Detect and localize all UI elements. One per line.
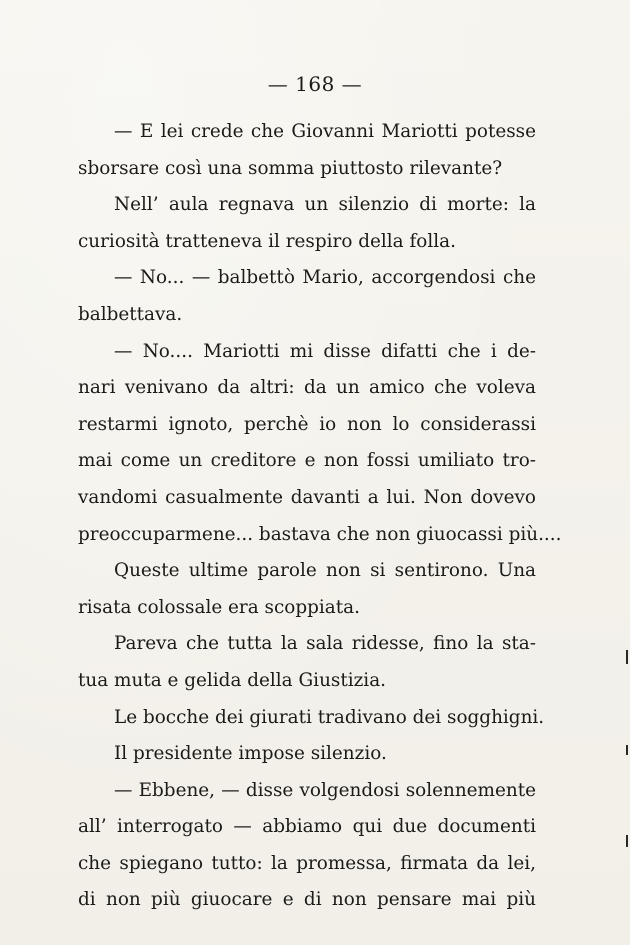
text-line: Il presidente impose silenzio. xyxy=(114,743,387,765)
scan-edge-mark xyxy=(626,835,628,847)
text-line: che spiegano tutto: la promessa, firmata da lei, xyxy=(78,852,536,874)
text-line: mai come un creditore e non fossi umiliato tro- xyxy=(78,450,536,472)
text-line: — E lei crede che Giovanni Mariotti potesse xyxy=(114,121,536,142)
scan-edge-mark xyxy=(626,745,628,755)
scan-edge-mark xyxy=(626,650,628,664)
text-line: — No.... Mariotti mi disse difatti che i de- xyxy=(114,340,536,362)
text-line: Le bocche dei giurati tradivano dei sogghigni. xyxy=(114,706,545,728)
text-line: di non più giuocare e di non pensare mai più xyxy=(78,889,536,911)
text-line: curiosità tratteneva il respiro della folla. xyxy=(78,230,456,252)
text-line: tua muta e gelida della Giustizia. xyxy=(78,669,386,691)
text-line: all’ interrogato — abbiamo qui due documenti xyxy=(78,816,536,838)
page-number: — 168 — xyxy=(267,72,363,96)
text-line: Nell’ aula regnava un silenzio di morte: la xyxy=(114,194,536,216)
text-line: restarmi ignoto, perchè io non lo considerassi xyxy=(78,413,536,435)
body-text xyxy=(78,114,562,919)
text-line: balbettava. xyxy=(78,303,183,325)
text-line: vandomi casualmente davanti a lui. Non dovevo xyxy=(78,486,536,508)
text-line: Pareva che tutta la sala ridesse, fino la sta- xyxy=(114,633,536,655)
text-line: Queste ultime parole non si sentirono. Una xyxy=(114,560,536,582)
text-line: risata colossale era scoppiata. xyxy=(78,596,360,618)
text-line: sborsare così una somma piuttosto rilevante? xyxy=(78,157,503,179)
text-line: nari venivano da altri: da un amico che voleva xyxy=(78,377,536,399)
text-line: — Ebbene, — disse volgendosi solennemente xyxy=(114,779,536,801)
text-line: — No... — balbettò Mario, accorgendosi che xyxy=(114,267,536,289)
text-line: preoccuparmene... bastava che non giuocassi più.... xyxy=(78,523,562,545)
